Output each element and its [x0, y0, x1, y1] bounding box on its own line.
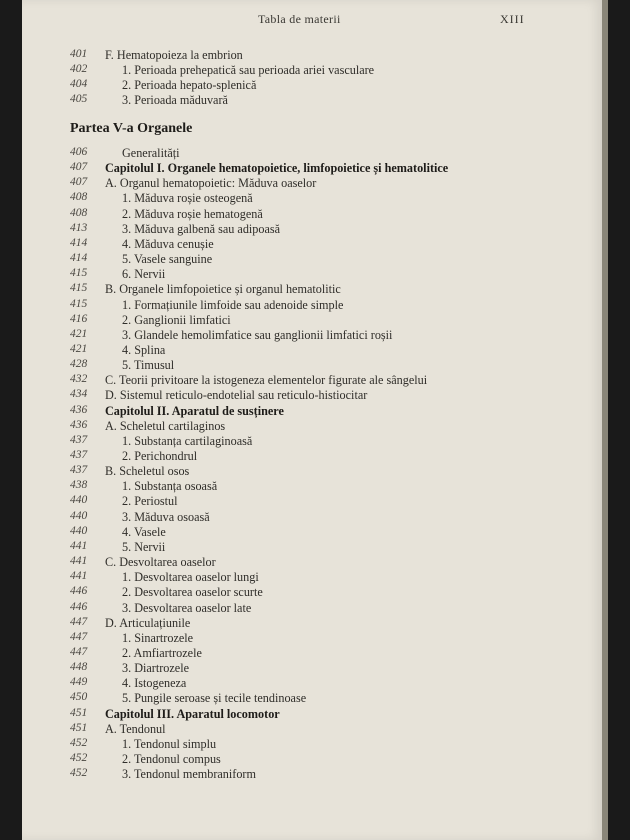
toc-entry-text: 1. Tendonul simplu [122, 737, 217, 751]
toc-page-number: 440 [70, 525, 88, 537]
toc-entry-text: B. Scheletul osos [105, 464, 190, 478]
toc-entry-text: D. Articulațiunile [105, 616, 191, 630]
toc-page-number: 408 [70, 207, 88, 219]
toc-entry-text: 4. Vasele [122, 525, 166, 539]
header-page-number: XIII [500, 12, 525, 26]
running-header [22, 12, 602, 32]
toc-entry-text: 2. Desvoltarea oaselor scurte [122, 585, 263, 599]
book-page [22, 0, 602, 840]
toc-entry-text: 1. Substanța osoasă [122, 479, 218, 493]
toc-page-number: 414 [70, 252, 88, 264]
toc-page-number: 451 [70, 722, 88, 734]
toc-entry-text: 3. Tendonul membraniform [122, 767, 256, 781]
toc-page-number: 415 [70, 282, 88, 294]
toc-page-number: 434 [70, 388, 88, 400]
toc-page-number: 440 [70, 494, 88, 506]
toc-entry-text: C. Desvoltarea oaselor [105, 555, 216, 569]
toc-entry-text: 5. Timusul [122, 358, 175, 372]
toc-entry-text: F. Hematopoieza la embrion [105, 48, 243, 62]
toc-page-number: 421 [70, 328, 88, 340]
toc-entry-text: 2. Tendonul compus [122, 752, 221, 766]
toc-entry-text: 5. Pungile seroase și tecile tendinoase [122, 691, 307, 705]
toc-chapter-title: Capitolul III. Aparatul locomotor [105, 707, 280, 721]
toc-entry-text: 1. Desvoltarea oaselor lungi [122, 570, 259, 584]
toc-entry-text: Generalități [122, 146, 180, 160]
toc-entry-text: 2. Măduva roșie hematogenă [122, 207, 263, 221]
toc-entry-text: 5. Vasele sanguine [122, 252, 213, 266]
toc-entry-text: 3. Glandele hemolimfatice sau ganglionii limfatici roșii [122, 328, 393, 342]
toc-entry-text: A. Tendonul [105, 722, 166, 736]
toc-entry-text: 5. Nervii [122, 540, 166, 554]
toc-page-number: 446 [70, 585, 88, 597]
part-title: Partea V-a Organele [70, 121, 193, 136]
toc-entry-text: C. Teorii privitoare la istogeneza elementelor figurate ale sângelui [105, 373, 428, 387]
toc-page-number: 407 [70, 161, 88, 173]
toc-page-number: 438 [70, 479, 88, 491]
toc-page-number: 405 [70, 93, 88, 105]
toc-entry-text: 2. Perioada hepato-splenică [122, 78, 257, 92]
toc-page-number: 413 [70, 222, 88, 234]
toc-entry-text: 3. Diartrozele [122, 661, 189, 675]
toc-page-number: 428 [70, 358, 88, 370]
toc-entry-text: 1. Substanța cartilaginoasă [122, 434, 253, 448]
toc-entry-text: 2. Ganglionii limfatici [122, 313, 231, 327]
toc-page-number: 440 [70, 510, 88, 522]
toc-chapter-title: Capitolul I. Organele hematopoietice, limfopoietice și hematolitice [105, 161, 449, 175]
toc-entry-text: 4. Splina [122, 343, 166, 357]
toc-page-number: 432 [70, 373, 88, 385]
toc-entry-text: 1. Sinartrozele [122, 631, 194, 645]
toc-page-number: 408 [70, 191, 88, 203]
toc-entry-text: A. Organul hematopoietic: Măduva oaselor [105, 176, 317, 190]
toc-entry-text: 2. Amfiartrozele [122, 646, 202, 660]
toc-page-number: 407 [70, 176, 88, 188]
toc-page-number: 414 [70, 237, 88, 249]
toc-page-number: 441 [70, 555, 88, 567]
toc-entry-text: 3. Măduva osoasă [122, 510, 210, 524]
toc-entry-text: D. Sistemul reticulo-endotelial sau reticulo-histiocitar [105, 388, 368, 402]
toc-entry-text: 1. Măduva roșie osteogenă [122, 191, 253, 205]
toc-entry-text: 4. Istogeneza [122, 676, 187, 690]
page-edge [602, 0, 608, 840]
toc-page-number: 452 [70, 752, 88, 764]
toc-page-number: 437 [70, 449, 88, 461]
header-title: Tabla de materii [258, 12, 341, 26]
toc-page-number: 437 [70, 434, 88, 446]
toc-page-number: 406 [70, 146, 88, 158]
toc-entry-text: B. Organele limfopoietice și organul hematolitic [105, 282, 341, 296]
toc-entry-text: 1. Formațiunile limfoide sau adenoide simple [122, 298, 344, 312]
toc-page-number: 451 [70, 707, 88, 719]
toc-entry-text: 3. Desvoltarea oaselor late [122, 601, 252, 615]
toc-entry-text: 3. Perioada măduvară [122, 93, 228, 107]
toc-page-number: 441 [70, 540, 88, 552]
toc-page-number: 441 [70, 570, 88, 582]
toc-chapter-title: Capitolul II. Aparatul de susținere [105, 404, 284, 418]
toc-page-number: 450 [70, 691, 88, 703]
toc-page-number: 447 [70, 616, 88, 628]
toc-page-number: 452 [70, 767, 88, 779]
toc-page-number: 404 [70, 78, 88, 90]
toc-page-number: 446 [70, 601, 88, 613]
toc-entry-text: 1. Perioada prehepatică sau perioada ariei vasculare [122, 63, 375, 77]
toc-page-number: 402 [70, 63, 88, 75]
toc-page-number: 449 [70, 676, 88, 688]
toc-entry-text: 4. Măduva cenușie [122, 237, 214, 251]
toc-entry-text: 6. Nervii [122, 267, 166, 281]
toc-entry-text: A. Scheletul cartilaginos [105, 419, 226, 433]
toc-entry-text: 3. Măduva galbenă sau adipoasă [122, 222, 281, 236]
toc-entry-text: 2. Periostul [122, 494, 178, 508]
toc-page-number: 447 [70, 631, 88, 643]
toc-page-number: 447 [70, 646, 88, 658]
toc-page-number: 452 [70, 737, 88, 749]
toc-page-number: 437 [70, 464, 88, 476]
toc-page-number: 415 [70, 267, 88, 279]
toc-page-number: 436 [70, 404, 88, 416]
toc-page-number: 416 [70, 313, 88, 325]
toc-page-number: 436 [70, 419, 88, 431]
toc-entry-text: 2. Perichondrul [122, 449, 198, 463]
toc-page-number: 401 [70, 48, 88, 60]
toc-page-number: 421 [70, 343, 88, 355]
toc-page-number: 448 [70, 661, 88, 673]
toc-page-number: 415 [70, 298, 88, 310]
